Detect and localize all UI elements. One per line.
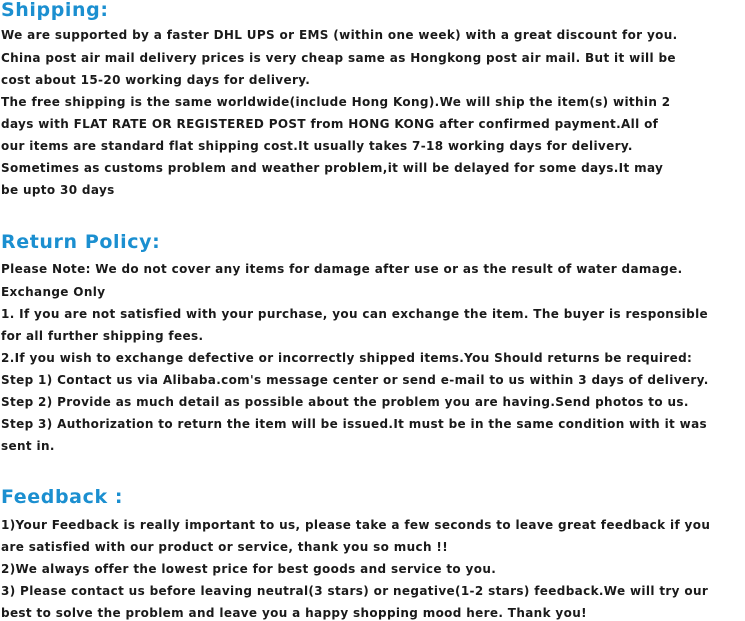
feedback-line: best to solve the problem and leave you a happy shopping mood here. Thank you! [1, 606, 587, 620]
return-policy-line: sent in. [1, 439, 55, 453]
shipping-line: days with FLAT RATE OR REGISTERED POST from HONG KONG after confirmed payment.All of [1, 117, 659, 131]
return-policy-line: Step 2) Provide as much detail as possible about the problem you are having.Send photos to us. [1, 395, 689, 409]
shipping-line: be upto 30 days [1, 183, 115, 197]
shipping-line: Sometimes as customs problem and weather problem,it will be delayed for some days.It may [1, 161, 664, 175]
shipping-heading: Shipping: [1, 0, 109, 21]
feedback-line: 2)We always offer the lowest price for best goods and service to you. [1, 562, 497, 576]
return-policy-line: 1. If you are not satisfied with your purchase, you can exchange the item. The buyer is responsible [1, 307, 709, 321]
shipping-line: cost about 15-20 working days for delivery. [1, 73, 311, 87]
return-policy-line: Exchange Only [1, 285, 106, 299]
return-policy-heading: Return Policy: [1, 231, 161, 253]
feedback-line: are satisfied with our product or service, thank you so much !! [1, 540, 449, 554]
feedback-line: 1)Your Feedback is really important to us, please take a few seconds to leave great feedback if you [1, 518, 711, 532]
shipping-line: China post air mail delivery prices is very cheap same as Hongkong post air mail. But it will be [1, 51, 676, 65]
feedback-line: 3) Please contact us before leaving neutral(3 stars) or negative(1-2 stars) feedback.We will try our [1, 584, 709, 598]
return-policy-line: Please Note: We do not cover any items for damage after use or as the result of water damage. [1, 262, 683, 276]
return-policy-line: Step 1) Contact us via Alibaba.com's message center or send e-mail to us within 3 days of delivery. [1, 373, 709, 387]
shipping-line: our items are standard flat shipping cost.It usually takes 7-18 working days for delivery. [1, 139, 633, 153]
return-policy-line: Step 3) Authorization to return the item will be issued.It must be in the same condition with it was [1, 417, 708, 431]
return-policy-line: for all further shipping fees. [1, 329, 204, 343]
shipping-line: The free shipping is the same worldwide(include Hong Kong).We will ship the item(s) within 2 [1, 95, 671, 109]
return-policy-line: 2.If you wish to exchange defective or incorrectly shipped items.You Should returns be required: [1, 351, 693, 365]
feedback-heading: Feedback : [1, 486, 124, 508]
shipping-line: We are supported by a faster DHL UPS or EMS (within one week) with a great discount for you. [1, 28, 678, 42]
